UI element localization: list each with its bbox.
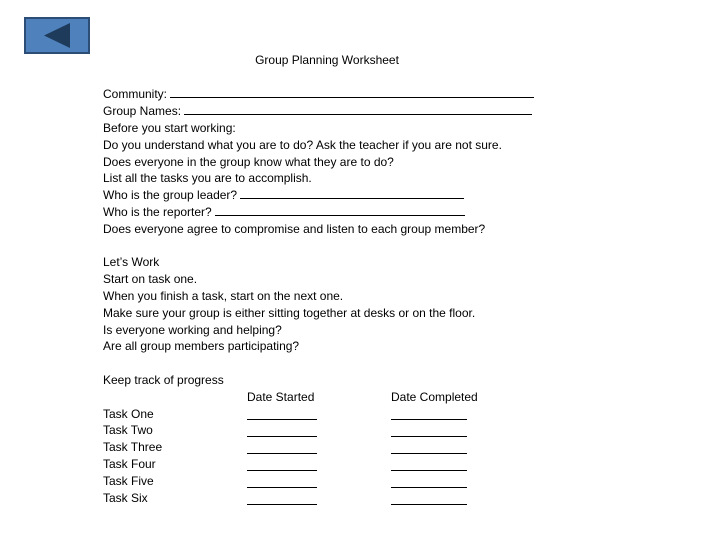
- community-label: Community:: [103, 87, 168, 101]
- group-names-field: [103, 103, 532, 119]
- question-everyone-know: Does everyone in the group know what they are to do?: [103, 155, 394, 169]
- reporter-field: [103, 204, 465, 220]
- question-participating: Are all group members participating?: [103, 339, 300, 353]
- date-completed-input[interactable]: [391, 504, 467, 505]
- question-working: Is everyone working and helping?: [103, 323, 282, 337]
- group-names-input[interactable]: [184, 103, 532, 115]
- date-completed-input[interactable]: [391, 453, 467, 454]
- leader-field: [103, 187, 464, 203]
- community-input[interactable]: [170, 86, 534, 98]
- question-understand: Do you understand what you are to do? Ask the teacher if you are not sure.: [103, 138, 502, 152]
- reporter-label: Who is the reporter?: [103, 205, 212, 219]
- back-button[interactable]: [24, 17, 90, 54]
- instruction-list-tasks: List all the tasks you are to accomplish.: [103, 171, 312, 185]
- instruction-sitting: Make sure your group is either sitting together at desks or on the floor.: [103, 306, 476, 320]
- task-label: Task Three: [103, 440, 163, 454]
- lets-work-heading: Let’s Work: [103, 255, 160, 269]
- back-arrow-icon: [26, 19, 88, 52]
- instruction-next-task: When you finish a task, start on the next one.: [103, 289, 344, 303]
- question-compromise: Does everyone agree to compromise and listen to each group member?: [103, 222, 486, 236]
- task-label: Task Five: [103, 474, 154, 488]
- reporter-input[interactable]: [215, 204, 465, 216]
- date-completed-input[interactable]: [391, 470, 467, 471]
- progress-heading: Keep track of progress: [103, 373, 224, 387]
- task-label: Task Two: [103, 423, 153, 437]
- date-started-input[interactable]: [247, 453, 317, 454]
- date-completed-input[interactable]: [391, 436, 467, 437]
- date-started-header: Date Started: [247, 390, 315, 404]
- date-started-input[interactable]: [247, 470, 317, 471]
- date-started-input[interactable]: [247, 504, 317, 505]
- date-started-input[interactable]: [247, 436, 317, 437]
- before-start-heading: Before you start working:: [103, 121, 236, 135]
- instruction-start-task: Start on task one.: [103, 272, 198, 286]
- group-names-label: Group Names:: [103, 104, 182, 118]
- leader-label: Who is the group leader?: [103, 188, 238, 202]
- task-label: Task One: [103, 407, 154, 421]
- leader-input[interactable]: [240, 187, 464, 199]
- page-title: Group Planning Worksheet: [255, 53, 399, 67]
- task-label: Task Six: [103, 491, 148, 505]
- task-label: Task Four: [103, 457, 156, 471]
- date-started-input[interactable]: [247, 487, 317, 488]
- date-completed-input[interactable]: [391, 487, 467, 488]
- date-completed-input[interactable]: [391, 419, 467, 420]
- community-field: [103, 86, 534, 102]
- date-started-input[interactable]: [247, 419, 317, 420]
- date-completed-header: Date Completed: [391, 390, 478, 404]
